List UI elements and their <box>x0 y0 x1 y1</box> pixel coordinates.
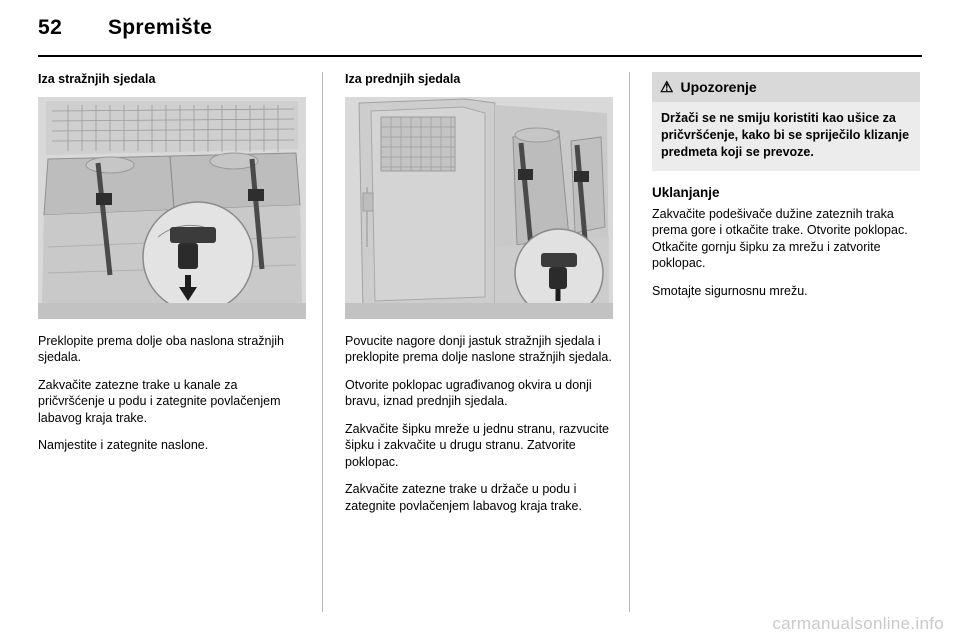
column-left <box>38 72 306 612</box>
front-seats-cargo-illustration <box>345 97 613 319</box>
column-divider-1 <box>322 72 323 612</box>
warning-text: Držači se ne smiju koristiti kao ušice za pričvršćenje, kako bi se spriječilo klizanje predmeta koji se prevoze. <box>652 102 920 171</box>
header-divider <box>38 55 922 57</box>
left-paragraph-2: Zakvačite zatezne trake u kanale za pričvršćenje u podu i zategnite povlačenjem labavog kraja trake. <box>38 377 281 425</box>
warning-triangle-icon: ⚠ <box>660 78 674 96</box>
middle-paragraph-4: Zakvačite zatezne trake u držače u podu i zategnite povlačenjem labavog kraja trake. <box>345 482 582 513</box>
right-section-title: Uklanjanje <box>652 184 720 200</box>
middle-paragraph-2: Otvorite poklopac ugrađivanog okvira u donji bravu, iznad prednjih sjedala. <box>345 377 592 409</box>
left-paragraph-1: Preklopite prema dolje oba naslona stražnjih sjedala. <box>38 333 284 365</box>
left-paragraph-3: Namjestite i zategnite naslone. <box>38 438 209 453</box>
right-paragraph-1: Zakvačite podešivače dužine zateznih traka prema gore i otkačite trake. Otvorite poklopac. Otkačite gornju šipku za mrežu i zatvorite poklopac. <box>652 206 908 271</box>
column-middle <box>345 72 613 612</box>
warning-header <box>652 72 920 102</box>
column-right <box>652 72 920 612</box>
middle-paragraph-3: Zakvačite šipku mreže u jednu stranu, razvucite šipku i zakvačite u drugu stranu. Zatvorite poklopac. <box>345 421 610 469</box>
right-paragraph-2: Smotajte sigurnosnu mrežu. <box>652 283 808 298</box>
warning-label: Upozorenje <box>680 79 757 95</box>
left-subheading: Iza stražnjih sjedala <box>38 72 156 86</box>
page-number: 52 <box>38 16 63 39</box>
warning-box <box>652 72 920 171</box>
middle-paragraph-1: Povucite nagore donji jastuk stražnjih sjedala i preklopite prema dolje naslone stražnjih sjedala. <box>345 333 612 365</box>
page-header <box>38 14 922 54</box>
column-divider-2 <box>629 72 630 612</box>
middle-subheading: Iza prednjih sjedala <box>345 72 461 86</box>
rear-seats-cargo-illustration <box>38 97 306 319</box>
footer-watermark: carmanualsonline.info <box>772 614 944 633</box>
chapter-title: Spremište <box>108 16 213 39</box>
